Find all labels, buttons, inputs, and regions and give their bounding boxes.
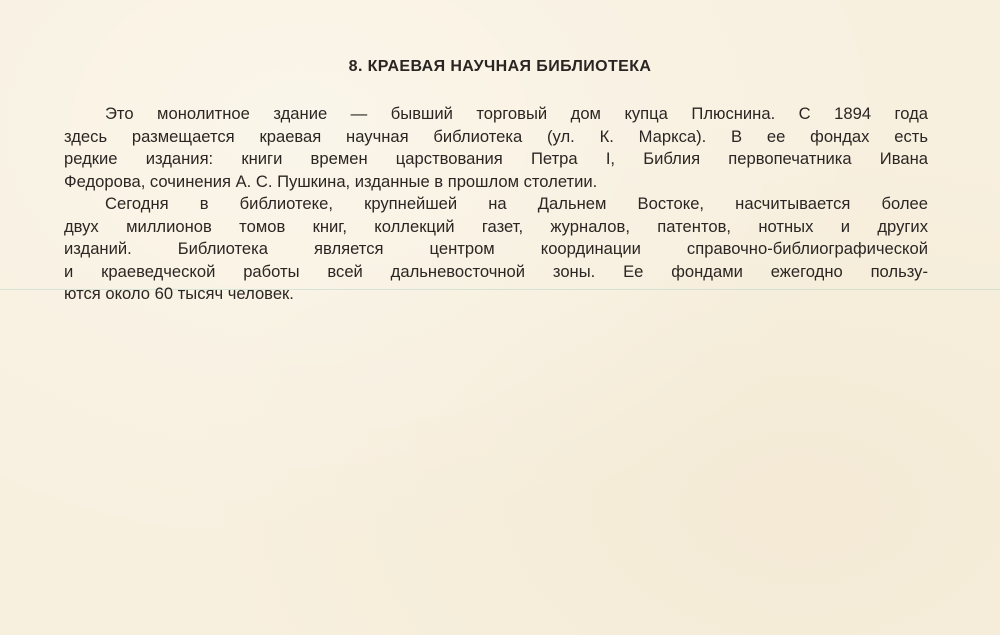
text-line: Это монолитное здание — бывший торговый дом купца Плюснина. С 1894 года <box>105 104 928 123</box>
text-line: Федорова, сочинения А. С. Пушкина, изданные в прошлом столетии. <box>64 171 598 191</box>
text-line: двух миллионов томов книг, коллекций газет, журналов, патентов, нотных и других <box>64 216 928 236</box>
page-title: 8. КРАЕВАЯ НАУЧНАЯ БИБЛИОТЕКА <box>348 58 652 75</box>
text-line: редкие издания: книги времен царствования Петра I, Библия первопечатника Ивана <box>64 149 928 168</box>
body-text <box>64 103 928 306</box>
text-line: ются около 60 тысяч человек. <box>64 284 294 303</box>
text-line: здесь размещается краевая научная библиотека (ул. К. Маркса). В ее фондах есть <box>64 126 928 146</box>
text-line: и краеведческой работы всей дальневосточной зоны. Ее фондами ежегодно пользу- <box>64 261 928 281</box>
text-line: Сегодня в библиотеке, крупнейшей на Дальнем Востоке, насчитывается более <box>105 194 928 213</box>
text-line: изданий. Библиотека является центром координации справочно-библиографической <box>64 239 928 258</box>
